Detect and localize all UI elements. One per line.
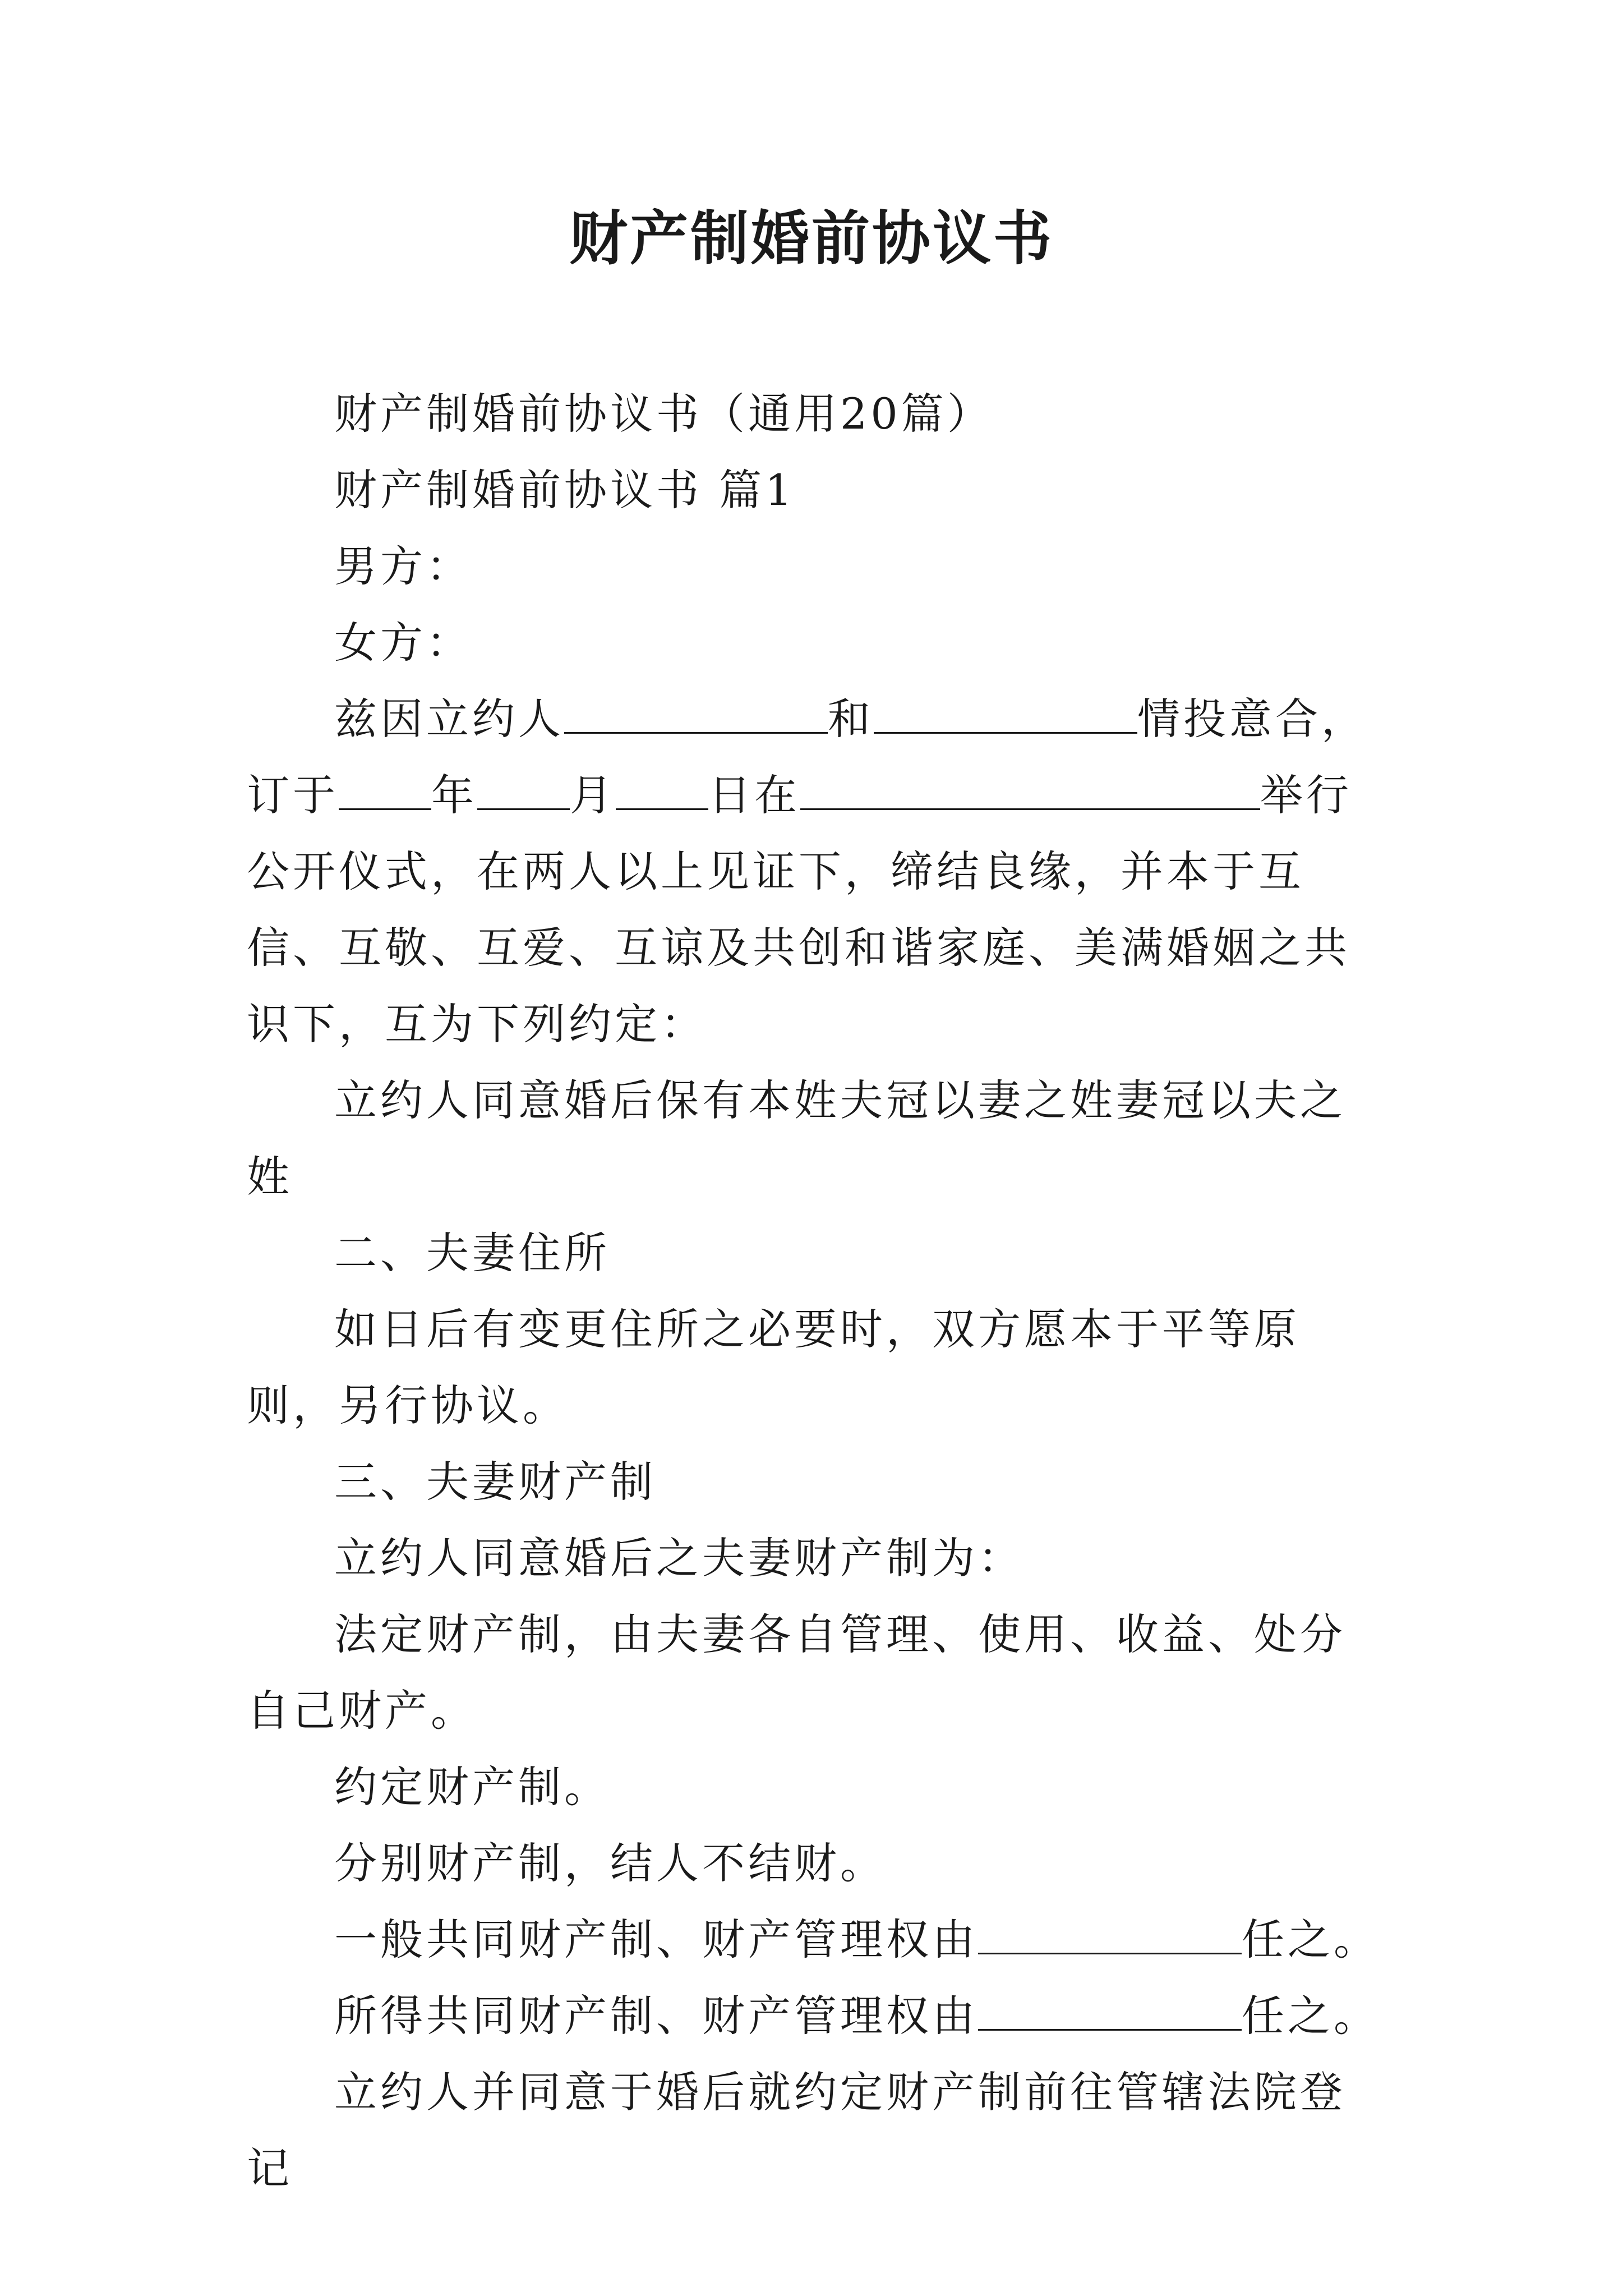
blank-general-manager <box>978 1913 1242 1954</box>
paragraph-property-heading: 三、夫妻财产制 <box>334 1457 656 1507</box>
income-joint-text-1: 所得共同财产制、财产管理权由 <box>334 1991 978 2041</box>
blank-year <box>339 769 431 810</box>
blank-party-1 <box>564 693 828 734</box>
paragraph-section-heading: 财产制婚前协议书 篇1 <box>334 465 796 515</box>
paragraph-residence: 如日后有变更住所之必要时，双方愿本于平等原则，另行协议。 <box>247 1304 1300 1430</box>
blank-party-2 <box>874 693 1137 734</box>
paragraph-surname: 立约人同意婚后保有本姓夫冠以妻之姓妻冠以夫之姓 <box>247 1075 1346 1202</box>
paragraph-legal-property: 法定财产制，由夫妻各自管理、使用、收益、处分自己财产。 <box>247 1609 1346 1736</box>
preamble-text-7: 举行公开仪式，在两人以上见证下，缔结良缘，并本于互信、互敬、互爱、互谅及共创和谐家庭、美满婚姻之共识下，互为下列约定： <box>247 770 1352 1049</box>
blank-location <box>800 769 1260 810</box>
paragraph-general-joint <box>247 1902 1380 1978</box>
paragraph-registration: 立约人并同意于婚后就约定财产制前往管辖法院登记 <box>247 2067 1346 2193</box>
document-title: 财产制婚前协议书 <box>569 204 1054 273</box>
preamble-text-6: 日在 <box>708 770 800 820</box>
paragraph-separate-property: 分别财产制，结人不结财。 <box>334 1838 886 1888</box>
paragraph-income-joint <box>247 1978 1380 2054</box>
preamble-text-3: 情投意合，订于 <box>247 694 1367 820</box>
blank-income-manager <box>978 1990 1242 2031</box>
preamble-text-5: 月 <box>570 770 616 820</box>
blank-month <box>477 769 570 810</box>
paragraph-residence-heading: 二、夫妻住所 <box>334 1228 610 1278</box>
preamble-text-4: 年 <box>431 770 477 820</box>
paragraph-preamble <box>247 681 1380 1062</box>
income-joint-text-2: 任之。 <box>1242 1991 1380 2041</box>
paragraph-female-party: 女方： <box>334 618 472 668</box>
paragraph-subtitle: 财产制婚前协议书（通用20篇） <box>334 389 993 439</box>
blank-day <box>616 769 708 810</box>
paragraph-property-intro: 立约人同意婚后之夫妻财产制为： <box>334 1533 1024 1583</box>
paragraph-male-party: 男方： <box>334 541 472 591</box>
general-joint-text-1: 一般共同财产制、财产管理权由 <box>334 1915 978 1964</box>
paragraph-agreed-property: 约定财产制。 <box>334 1762 610 1812</box>
general-joint-text-2: 任之。 <box>1242 1915 1380 1964</box>
preamble-text-1: 兹因立约人 <box>334 694 564 744</box>
preamble-text-2: 和 <box>828 694 874 744</box>
document-body <box>247 376 1380 2207</box>
